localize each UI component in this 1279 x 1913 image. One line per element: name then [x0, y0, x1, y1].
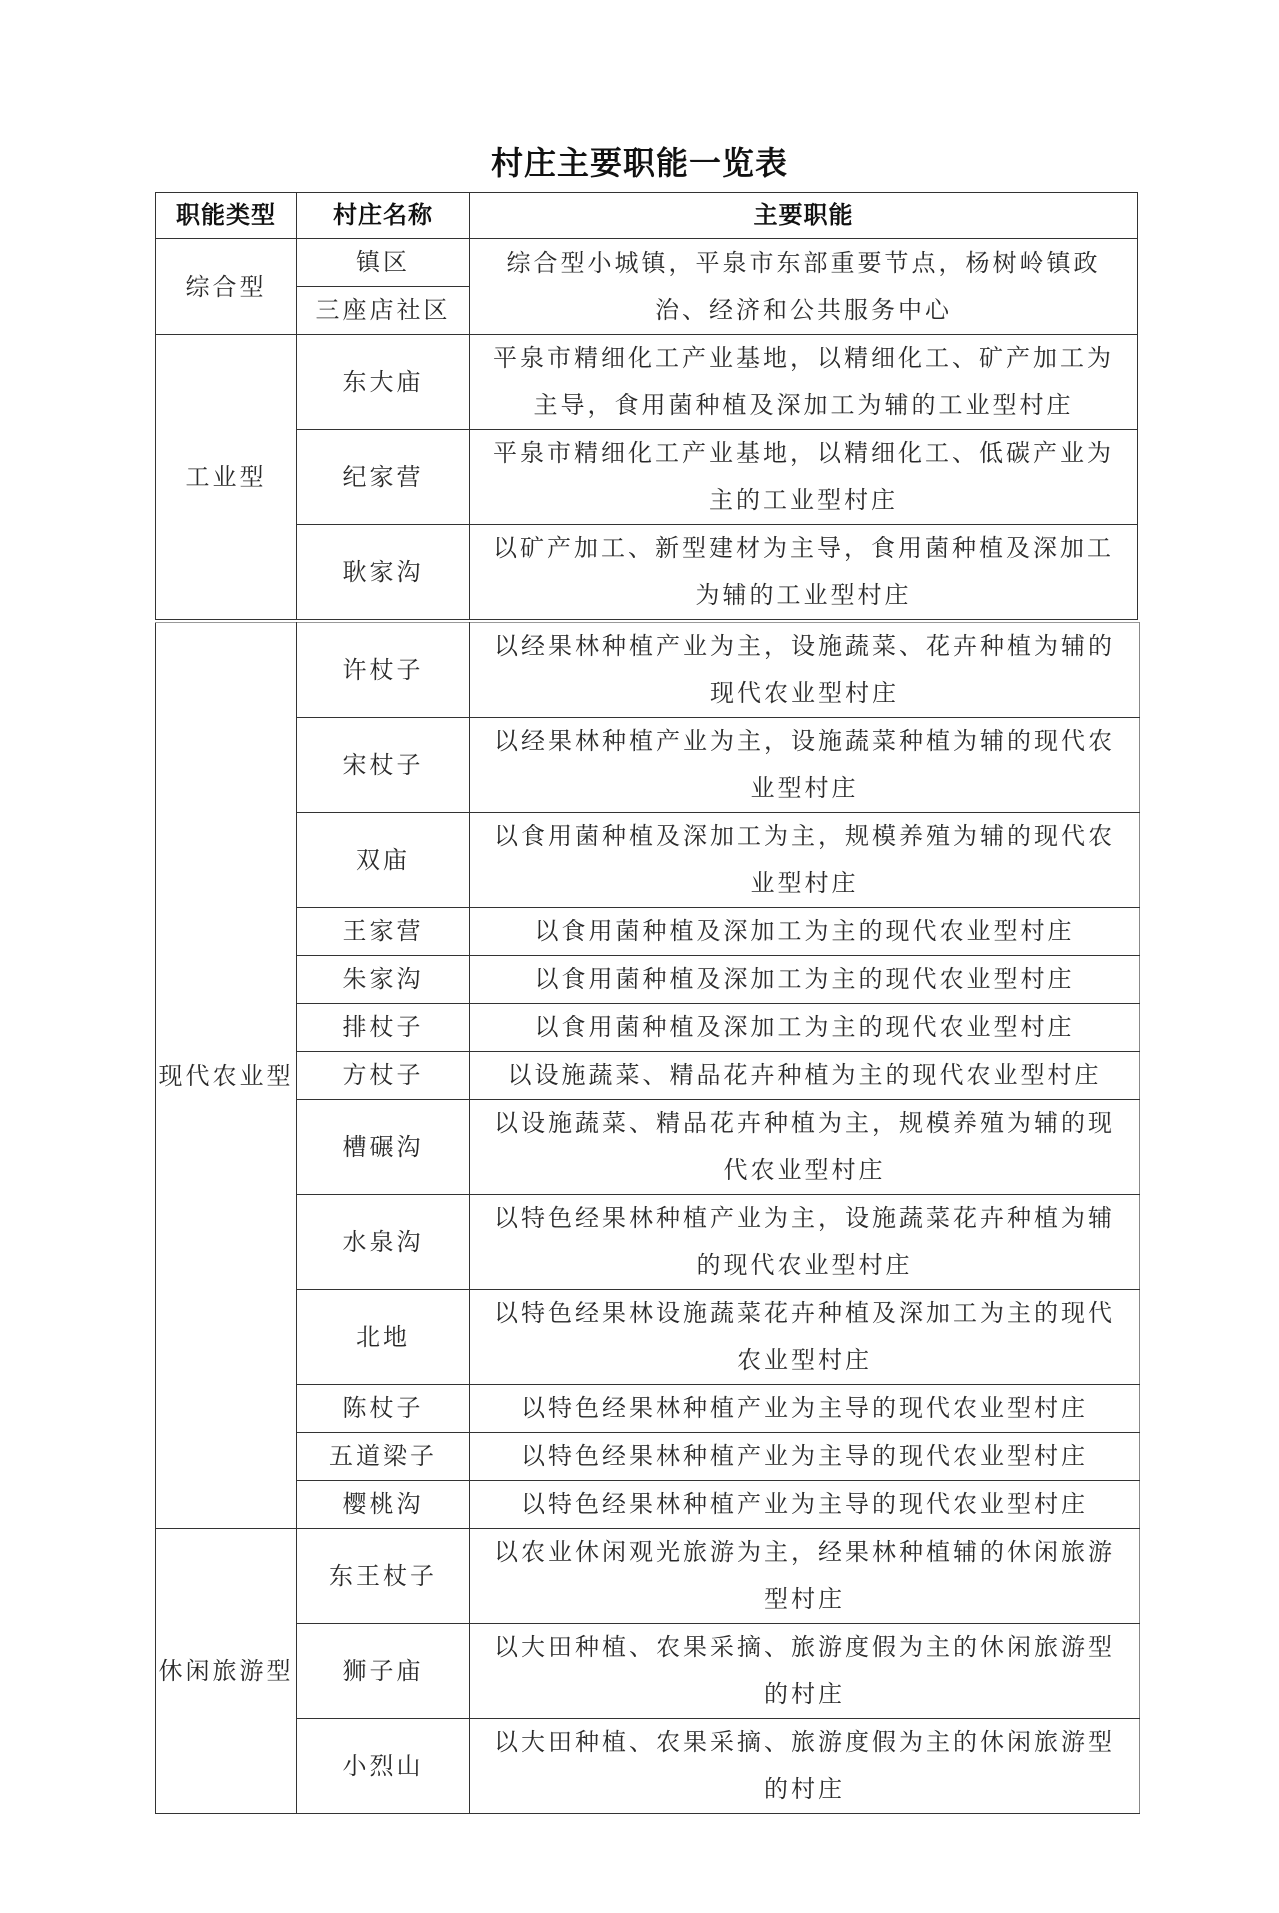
- type-cell: 现代农业型: [156, 623, 297, 1529]
- name-cell: 方杖子: [297, 1052, 470, 1100]
- table-row: [156, 1433, 1140, 1481]
- village-function-table-part1: [155, 192, 1138, 620]
- table-row: [156, 813, 1140, 908]
- table-row: [156, 525, 1138, 620]
- name-cell: 排杖子: [297, 1004, 470, 1052]
- name-cell: 双庙: [297, 813, 470, 908]
- table-row: [156, 1052, 1140, 1100]
- name-cell: 宋杖子: [297, 718, 470, 813]
- function-cell: 以经果林种植产业为主，设施蔬菜、花卉种植为辅的现代农业型村庄: [470, 623, 1140, 718]
- name-cell: 北地: [297, 1290, 470, 1385]
- type-cell: 综合型: [156, 239, 297, 335]
- name-cell: 五道梁子: [297, 1433, 470, 1481]
- page-title: 村庄主要职能一览表: [490, 144, 788, 182]
- name-cell: 陈杖子: [297, 1385, 470, 1433]
- table-row: [156, 1290, 1140, 1385]
- name-cell: 槽碾沟: [297, 1100, 470, 1195]
- function-cell: 以大田种植、农果采摘、旅游度假为主的休闲旅游型的村庄: [470, 1719, 1140, 1814]
- name-cell: 小烈山: [297, 1719, 470, 1814]
- function-cell: 以设施蔬菜、精品花卉种植为主的现代农业型村庄: [470, 1052, 1140, 1100]
- function-cell: 综合型小城镇，平泉市东部重要节点，杨树岭镇政治、经济和公共服务中心: [470, 239, 1138, 335]
- name-cell: 朱家沟: [297, 956, 470, 1004]
- name-cell: 东大庙: [297, 335, 470, 430]
- function-cell: 以食用菌种植及深加工为主的现代农业型村庄: [470, 908, 1140, 956]
- function-cell: 以农业休闲观光旅游为主，经果林种植辅的休闲旅游型村庄: [470, 1529, 1140, 1624]
- name-cell: 三座店社区: [297, 287, 470, 335]
- name-cell: 镇区: [297, 239, 470, 287]
- function-cell: 以设施蔬菜、精品花卉种植为主，规模养殖为辅的现代农业型村庄: [470, 1100, 1140, 1195]
- name-cell: 水泉沟: [297, 1195, 470, 1290]
- type-cell: 工业型: [156, 335, 297, 620]
- header-function: 主要职能: [470, 193, 1138, 239]
- function-cell: 以特色经果林种植产业为主，设施蔬菜花卉种植为辅的现代农业型村庄: [470, 1195, 1140, 1290]
- table-row: [156, 1385, 1140, 1433]
- name-cell: 狮子庙: [297, 1624, 470, 1719]
- table-row: [156, 1624, 1140, 1719]
- table-header-row: [156, 193, 1138, 239]
- name-cell: 王家营: [297, 908, 470, 956]
- table-row: [156, 1195, 1140, 1290]
- function-cell: 以食用菌种植及深加工为主，规模养殖为辅的现代农业型村庄: [470, 813, 1140, 908]
- name-cell: 樱桃沟: [297, 1481, 470, 1529]
- table-row: [156, 1100, 1140, 1195]
- table-row: [156, 956, 1140, 1004]
- name-cell: 纪家营: [297, 430, 470, 525]
- header-type: 职能类型: [156, 193, 297, 239]
- function-cell: 平泉市精细化工产业基地，以精细化工、低碳产业为主的工业型村庄: [470, 430, 1138, 525]
- table-row: [156, 1719, 1140, 1814]
- header-name: 村庄名称: [297, 193, 470, 239]
- name-cell: 许杖子: [297, 623, 470, 718]
- name-cell: 东王杖子: [297, 1529, 470, 1624]
- function-cell: 以特色经果林设施蔬菜花卉种植及深加工为主的现代农业型村庄: [470, 1290, 1140, 1385]
- function-cell: 以特色经果林种植产业为主导的现代农业型村庄: [470, 1481, 1140, 1529]
- name-cell: 耿家沟: [297, 525, 470, 620]
- table-row: [156, 239, 1138, 287]
- type-cell: 休闲旅游型: [156, 1529, 297, 1814]
- function-cell: 以经果林种植产业为主，设施蔬菜种植为辅的现代农业型村庄: [470, 718, 1140, 813]
- function-cell: 以特色经果林种植产业为主导的现代农业型村庄: [470, 1385, 1140, 1433]
- function-cell: 以食用菌种植及深加工为主的现代农业型村庄: [470, 1004, 1140, 1052]
- table-row: [156, 1529, 1140, 1624]
- function-cell: 以食用菌种植及深加工为主的现代农业型村庄: [470, 956, 1140, 1004]
- table-row: [156, 1481, 1140, 1529]
- table-row: [156, 718, 1140, 813]
- table-row: [156, 335, 1138, 430]
- function-cell: 以矿产加工、新型建材为主导，食用菌种植及深加工为辅的工业型村庄: [470, 525, 1138, 620]
- table-row: [156, 430, 1138, 525]
- village-function-table-part2: [155, 622, 1140, 1814]
- table-row: [156, 1004, 1140, 1052]
- function-cell: 以特色经果林种植产业为主导的现代农业型村庄: [470, 1433, 1140, 1481]
- function-cell: 以大田种植、农果采摘、旅游度假为主的休闲旅游型的村庄: [470, 1624, 1140, 1719]
- function-cell: 平泉市精细化工产业基地，以精细化工、矿产加工为主导，食用菌种植及深加工为辅的工业型村庄: [470, 335, 1138, 430]
- table-row: [156, 908, 1140, 956]
- table-row: [156, 623, 1140, 718]
